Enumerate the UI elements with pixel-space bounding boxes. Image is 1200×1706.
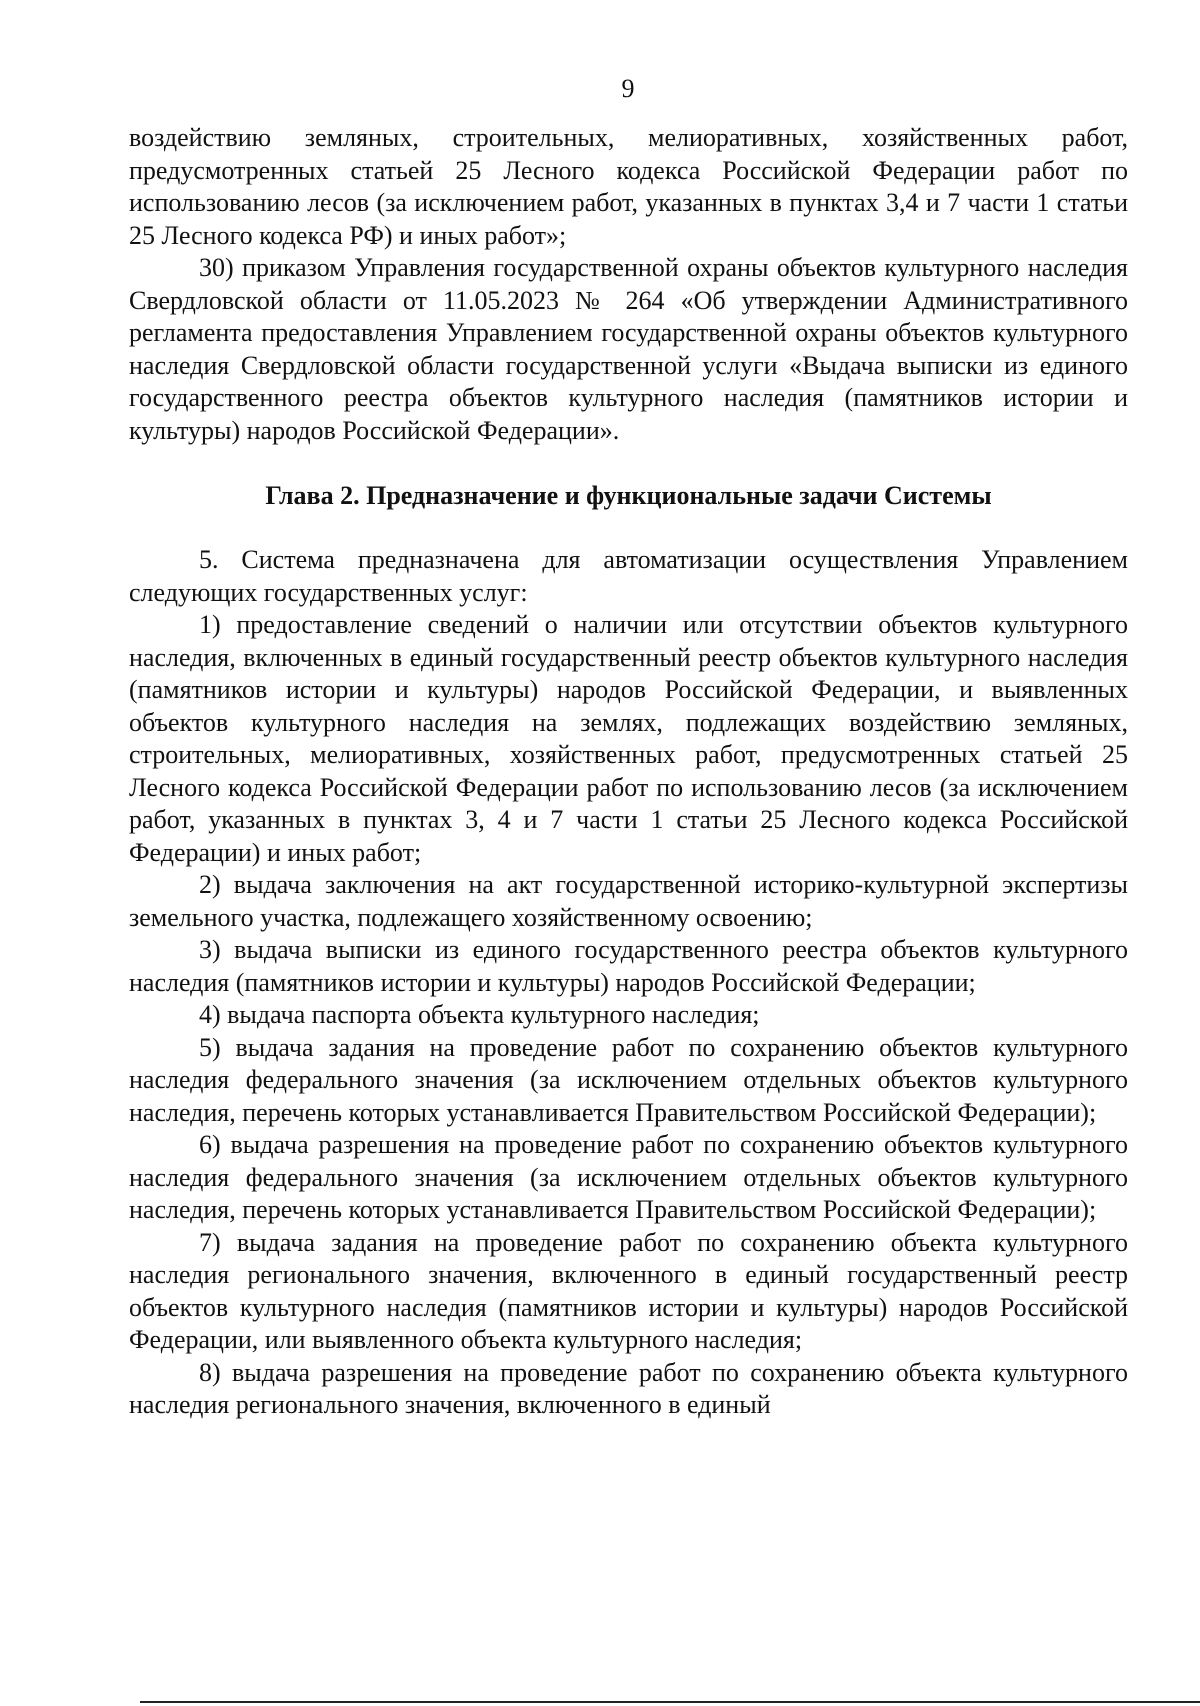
list-item-8: 8) выдача разрешения на проведение работ по сохранению объекта культурного наследия регионального значения, включенного в единый — [129, 1357, 1128, 1419]
page-number: 9 — [621, 74, 635, 103]
list-item-1: 1) предоставление сведений о наличии или отсутствии объектов культурного наследия, включенных в единый государственный реестр объектов культурного наследия (памятников истории и культуры) народов Российской Федерации, и выявленных объектов культурного наследия на землях, подлежащих воздействию земляных, строительных, мелиоративных, хозяйственных работ, предусмотренных статьей 25 Лесного кодекса Российской Федерации работ по использованию лесов (за исключением работ, указанных в пунктах 3, 4 и 7 части 1 статьи 25 Лесного кодекса Российской Федерации) и иных работ; — [129, 610, 1128, 867]
list-item-5: 5) выдача задания на проведение работ по сохранению объектов культурного наследия федерального значения (за исключением отдельных объектов культурного наследия, перечень которых устанавливается Правительством Российской Федерации); — [129, 1032, 1128, 1127]
list-item-2: 2) выдача заключения на акт государственной историко-культурной экспертизы земельного участка, подлежащего хозяйственному освоению; — [129, 870, 1128, 932]
list-item-6: 6) выдача разрешения на проведение работ по сохранению объектов культурного наследия федерального значения (за исключением отдельных объектов культурного наследия, перечень которых устанавливается Правительством Российской Федерации); — [129, 1130, 1128, 1224]
chapter-heading: Глава 2. Предназначение и функциональные задачи Системы — [265, 481, 992, 510]
paragraph-continuation: воздействию земляных, строительных, мелиоративных, хозяйственных работ, предусмотренных статьей 25 Лесного кодекса Российской Федерации работ по использованию лесов (за исключением работ, указанных в пунктах 3,4 и 7 части 1 статьи 25 Лесного кодекса РФ) и иных работ»; — [129, 123, 1128, 250]
list-item-7: 7) выдача задания на проведение работ по сохранению объекта культурного наследия регионального значения, включенного в единый государственный реестр объектов культурного наследия (памятников истории и культуры) народов Российской Федерации, или выявленного объекта культурного наследия; — [129, 1227, 1128, 1354]
list-item-3: 3) выдача выписки из единого государственного реестра объектов культурного наследия (памятников истории и культуры) народов Российской Федерации; — [129, 935, 1128, 997]
list-item-4: 4) выдача паспорта объекта культурного наследия; — [199, 1000, 760, 1029]
paragraph-item-30: 30) приказом Управления государственной охраны объектов культурного наследия Свердловской области от 11.05.2023 № 264 «Об утверждении Административного регламента предоставления Управлением государственной охраны объектов культурного наследия Свердловской области государственной услуги «Выдача выписки из единого государственного реестра объектов культурного наследия (памятников истории и культуры) народов Российской Федерации». — [129, 253, 1128, 445]
scan-bottom-edge — [140, 1701, 1200, 1703]
document-body — [129, 122, 1128, 1422]
paragraph-section-5: 5. Система предназначена для автоматизации осуществления Управлением следующих государственных услуг: — [129, 545, 1128, 607]
